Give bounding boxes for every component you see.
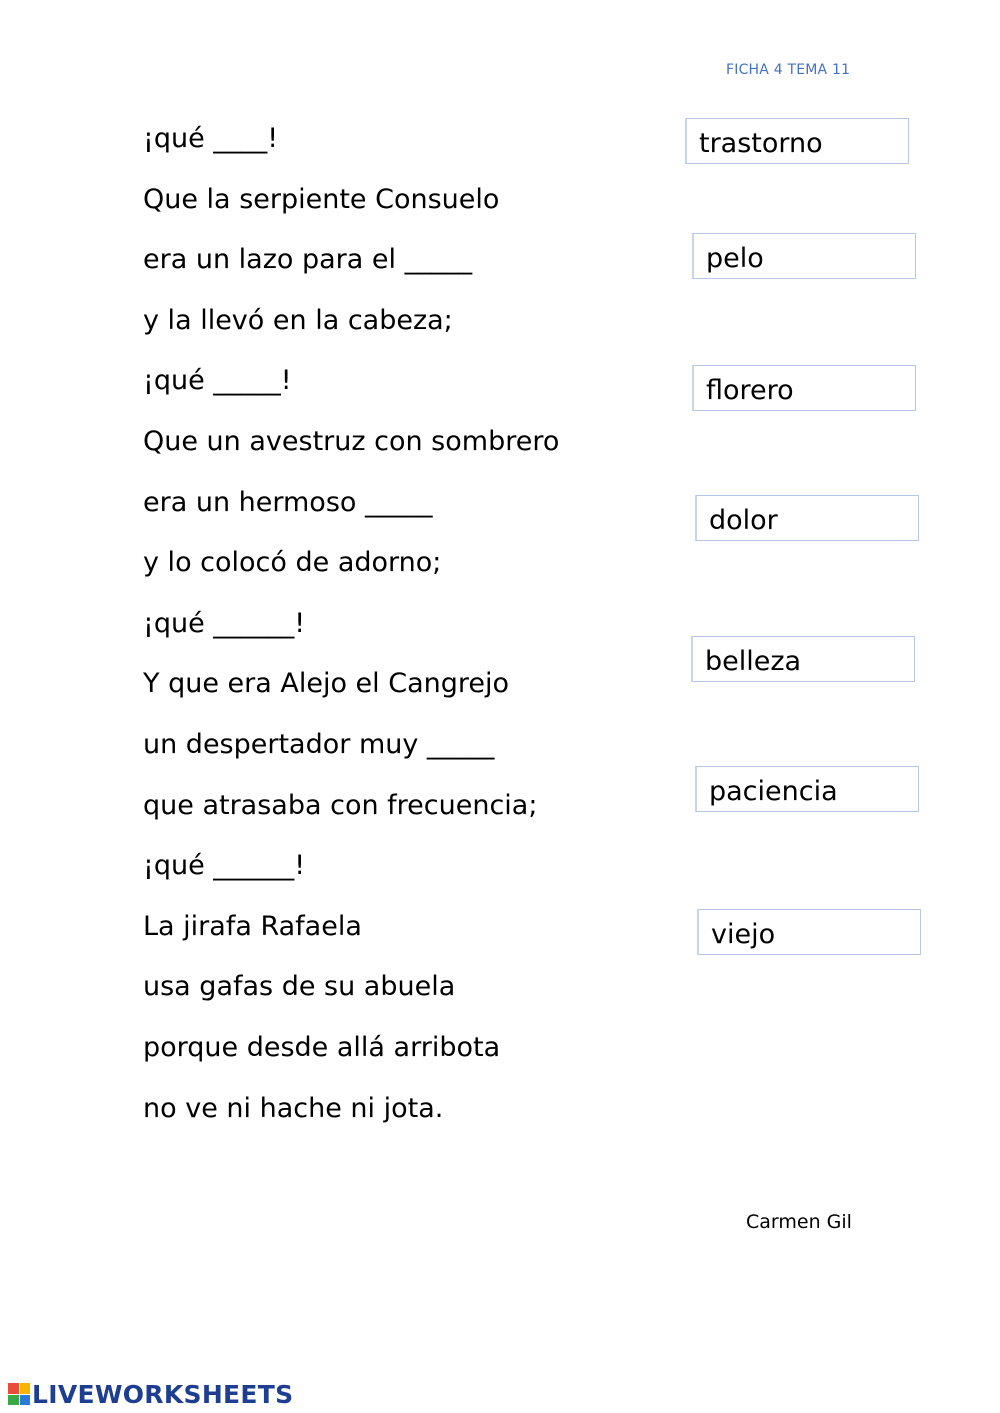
poem-line: no ve ni hache ni jota. (143, 1092, 444, 1124)
poem-line: que atrasaba con frecuencia; (143, 789, 538, 821)
poem-line: La jirafa Rafaela (143, 910, 362, 942)
word-tile-florero[interactable]: florero (692, 365, 916, 411)
worksheet-header: FICHA 4 TEMA 11 (726, 62, 851, 78)
poem-line: Y que era Alejo el Cangrejo (143, 668, 510, 700)
word-tile-trastorno[interactable]: trastorno (685, 118, 909, 164)
poem-line: ¡qué ______! (143, 850, 306, 882)
poem-line: Que un avestruz con sombrero (143, 425, 560, 457)
liveworksheets-logo-icon (8, 1383, 30, 1405)
poem-line: ¡qué ____! (143, 123, 279, 154)
poem-line: ¡qué _____! (143, 365, 292, 397)
word-tile-dolor[interactable]: dolor (695, 495, 919, 541)
poem-line: era un lazo para el _____ (143, 244, 473, 276)
word-tile-belleza[interactable]: belleza (691, 636, 915, 682)
brand-footer (8, 1380, 293, 1408)
brand-name: LIVEWORKSHEETS (32, 1379, 294, 1409)
poem-line: y la llevó en la cabeza; (143, 304, 453, 336)
author-credit: Carmen Gil (746, 1211, 852, 1233)
poem-line: y lo colocó de adorno; (143, 547, 442, 579)
word-tile-pelo[interactable]: pelo (692, 233, 916, 279)
poem-line: Que la serpiente Consuelo (143, 183, 500, 215)
poem (143, 118, 559, 1148)
poem-line: un despertador muy _____ (143, 728, 495, 760)
poem-line: usa gafas de su abuela (143, 971, 456, 1003)
word-tile-paciencia[interactable]: paciencia (695, 766, 919, 812)
poem-line: porque desde allá arribota (143, 1031, 501, 1063)
poem-line: era un hermoso _____ (143, 486, 433, 518)
poem-line: ¡qué ______! (143, 607, 306, 639)
word-tile-viejo[interactable]: viejo (697, 909, 921, 955)
